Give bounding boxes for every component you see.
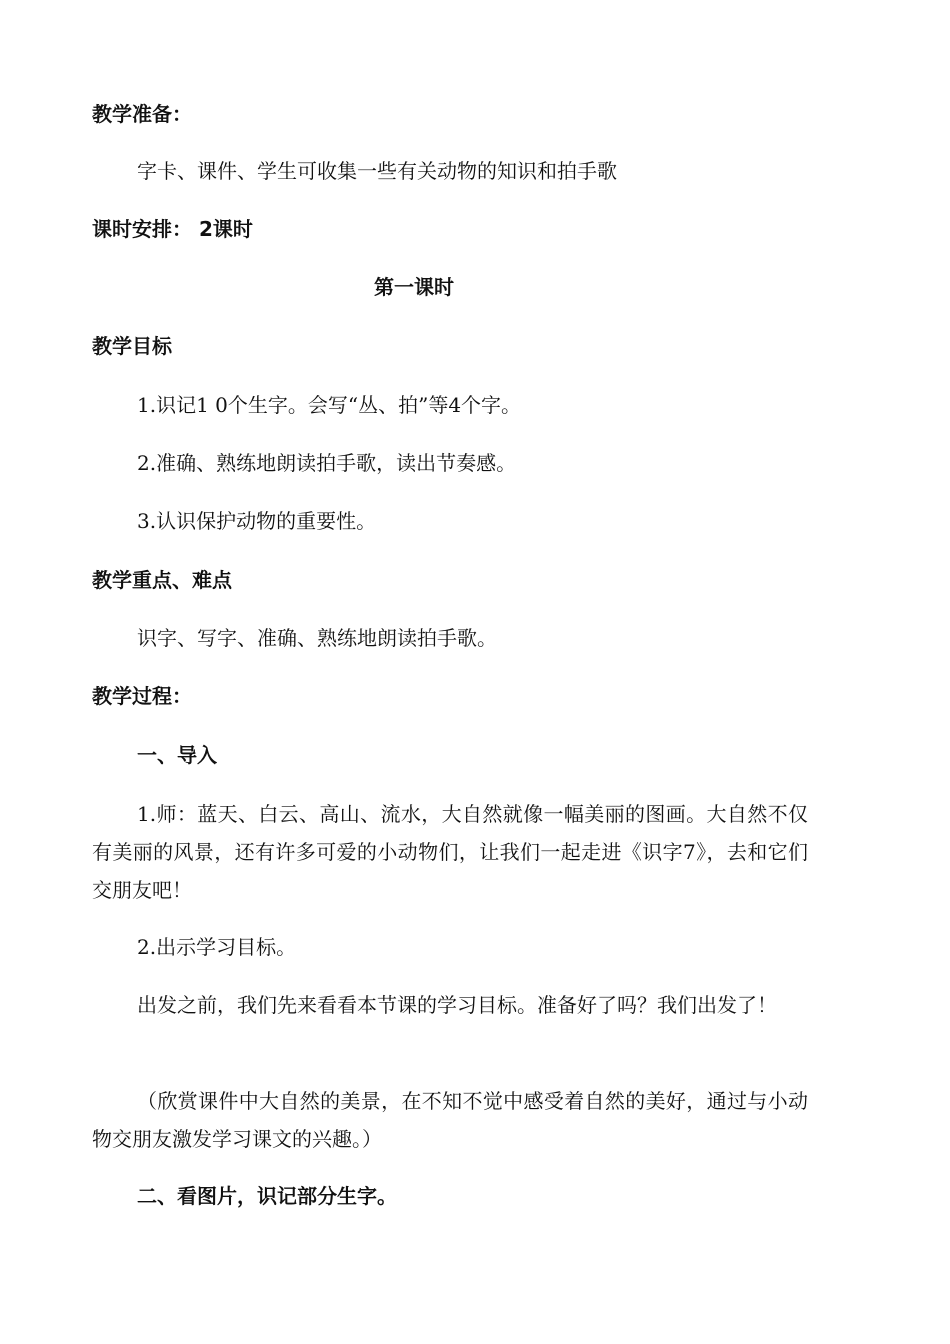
prep-heading: 教学准备： xyxy=(92,102,192,126)
focus-text: 识字、写字、准确、熟练地朗读拍手歌。 xyxy=(137,626,497,650)
prep-text: 字卡、课件、学生可收集一些有关动物的知识和拍手歌 xyxy=(137,159,617,183)
section-2-heading: 二、看图片，识记部分生字。 xyxy=(137,1184,397,1208)
paragraph-intro: 1.师：蓝天、白云、高山、流水，大自然就像一幅美丽的图画。大自然不仅有美丽的风景，还有许多可爱的小动物们，让我们一起走进《识字7》，去和它们交朋友吧！ xyxy=(92,802,808,902)
focus-heading: 教学重点、难点 xyxy=(92,568,232,592)
goals-heading: 教学目标 xyxy=(92,334,172,358)
section-1-heading: 一、导入 xyxy=(137,743,217,767)
paragraph-departure: 出发之前，我们先来看看本节课的学习目标。准备好了吗？我们出发了！ xyxy=(137,993,777,1017)
schedule-line: 课时安排： 2课时 xyxy=(92,217,253,241)
goal-item-2: 2.准确、熟练地朗读拍手歌，读出节奏感。 xyxy=(137,451,517,475)
paragraph-goals-display: 2.出示学习目标。 xyxy=(137,935,297,959)
goal-item-1: 1.识记1 0个生字。会写“丛、拍”等4个字。 xyxy=(137,393,522,417)
goal-item-3: 3.认识保护动物的重要性。 xyxy=(137,509,377,533)
process-heading: 教学过程： xyxy=(92,684,192,708)
paragraph-note: （欣赏课件中大自然的美景，在不知不觉中感受着自然的美好，通过与小动物交朋友激发学习课文的兴趣。） xyxy=(92,1089,808,1151)
lesson-title: 第一课时 xyxy=(374,275,454,299)
